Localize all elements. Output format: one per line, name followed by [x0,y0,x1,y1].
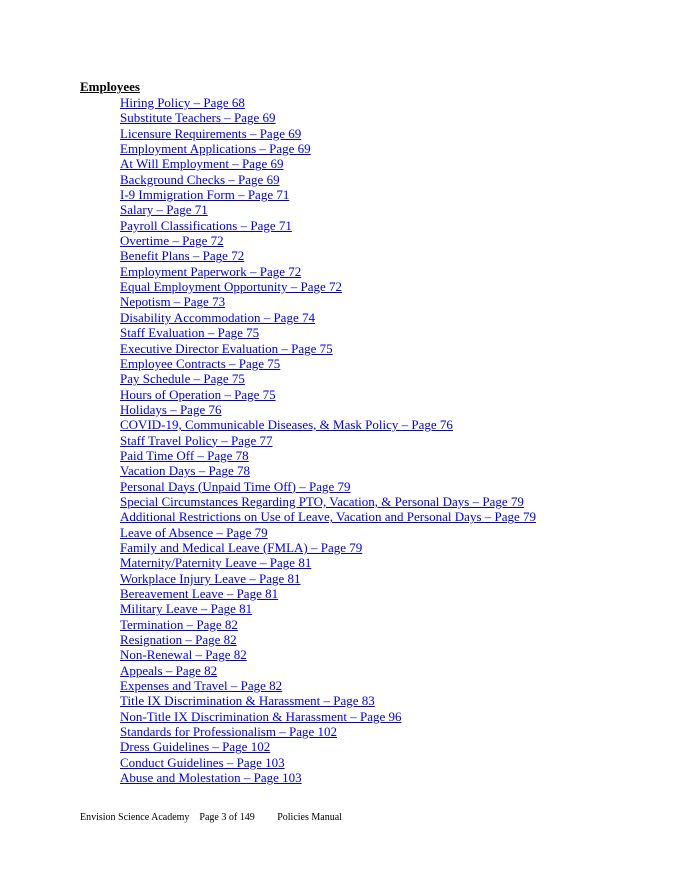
toc-item [120,678,536,693]
toc-item [120,709,536,724]
toc-link[interactable]: Title IX Discrimination & Harassment – Page 83 [120,693,375,709]
toc-link[interactable]: Conduct Guidelines – Page 103 [120,754,285,770]
page-footer [80,812,342,824]
toc-link[interactable]: Staff Evaluation – Page 75 [120,325,260,341]
toc-item [120,433,536,448]
toc-item [120,724,536,739]
toc-link[interactable]: Equal Employment Opportunity – Page 72 [120,279,343,295]
toc-link[interactable]: Benefit Plans – Page 72 [120,248,245,264]
toc-link[interactable]: Employment Applications – Page 69 [120,141,311,157]
footer-document-title: Policies Manual [277,812,342,823]
toc-item [120,555,536,570]
toc-item [120,356,536,371]
toc-link[interactable]: Bereavement Leave – Page 81 [120,586,279,601]
toc-item [120,494,536,509]
table-of-contents [120,95,536,785]
toc-item [120,310,536,325]
toc-item [120,417,536,432]
toc-link[interactable]: Termination – Page 82 [120,616,238,632]
toc-link[interactable]: Expenses and Travel – Page 82 [120,678,283,694]
toc-link[interactable]: Abuse and Molestation – Page 103 [120,770,302,786]
toc-link[interactable]: Family and Medical Leave (FMLA) – Page 79 [120,539,363,555]
toc-link[interactable]: Hiring Policy – Page 68 [120,95,245,110]
toc-item [120,755,536,770]
toc-link[interactable]: Overtime – Page 72 [120,233,224,249]
toc-item [120,110,536,125]
toc-link[interactable]: Vacation Days – Page 78 [120,463,250,479]
toc-item [120,95,536,110]
toc-item [120,693,536,708]
toc-item [120,156,536,171]
toc-link[interactable]: Employment Paperwork – Page 72 [120,263,302,279]
toc-item [120,448,536,463]
toc-link[interactable]: Substitute Teachers – Page 69 [120,110,276,126]
toc-link[interactable]: I-9 Immigration Form – Page 71 [120,187,290,203]
toc-link[interactable]: Personal Days (Unpaid Time Off) – Page 79 [120,478,351,494]
toc-item [120,509,536,524]
toc-link[interactable]: Dress Guidelines – Page 102 [120,739,271,755]
toc-item [120,172,536,187]
toc-link[interactable]: Additional Restrictions on Use of Leave, Vacation and Personal Days – Page 79 [120,509,537,525]
toc-link[interactable]: Licensure Requirements – Page 69 [120,125,302,141]
toc-item [120,233,536,248]
footer-page-number: Page 3 of 149 [199,812,255,823]
toc-link[interactable]: Staff Travel Policy – Page 77 [120,432,273,448]
toc-item [120,248,536,263]
toc-item [120,525,536,540]
toc-link[interactable]: Special Circumstances Regarding PTO, Vacation, & Personal Days – Page 79 [120,493,524,509]
toc-item [120,141,536,156]
toc-link[interactable]: Workplace Injury Leave – Page 81 [120,570,301,586]
toc-item [120,617,536,632]
toc-item [120,279,536,294]
toc-link[interactable]: Hours of Operation – Page 75 [120,386,276,402]
toc-link[interactable]: Holidays – Page 76 [120,401,222,417]
toc-link[interactable]: Maternity/Paternity Leave – Page 81 [120,555,312,571]
toc-item [120,479,536,494]
toc-link[interactable]: Standards for Professionalism – Page 102 [120,724,338,740]
toc-link[interactable]: Payroll Classifications – Page 71 [120,217,292,233]
toc-link[interactable]: Military Leave – Page 81 [120,601,253,617]
toc-item [120,264,536,279]
toc-link[interactable]: Disability Accommodation – Page 74 [120,309,315,325]
toc-link[interactable]: Appeals – Page 82 [120,662,218,678]
toc-link[interactable]: Salary – Page 71 [120,202,208,218]
toc-link[interactable]: Paid Time Off – Page 78 [120,447,249,463]
toc-link[interactable]: Non-Title IX Discrimination & Harassment – Page 96 [120,708,402,724]
toc-item [120,770,536,785]
toc-link[interactable]: Employee Contracts – Page 75 [120,355,281,371]
toc-item [120,586,536,601]
toc-item [120,371,536,386]
toc-link[interactable]: COVID-19, Communicable Diseases, & Mask Policy – Page 76 [120,417,453,433]
toc-item [120,463,536,478]
toc-item [120,663,536,678]
section-heading: Employees [80,79,140,94]
toc-item [120,218,536,233]
toc-item [120,325,536,340]
toc-link[interactable]: Non-Renewal – Page 82 [120,647,247,663]
toc-link[interactable]: Background Checks – Page 69 [120,171,280,187]
toc-item [120,571,536,586]
toc-item [120,187,536,202]
toc-item [120,126,536,141]
toc-item [120,341,536,356]
toc-link[interactable]: Nepotism – Page 73 [120,294,226,310]
toc-link[interactable]: At Will Employment – Page 69 [120,156,284,172]
toc-item [120,387,536,402]
toc-item [120,632,536,647]
footer-organization: Envision Science Academy [80,812,190,823]
toc-link[interactable]: Leave of Absence – Page 79 [120,524,268,540]
toc-item [120,647,536,662]
toc-link[interactable]: Pay Schedule – Page 75 [120,371,245,387]
toc-item [120,202,536,217]
toc-item [120,540,536,555]
toc-item [120,739,536,754]
toc-link[interactable]: Executive Director Evaluation – Page 75 [120,340,333,356]
toc-item [120,402,536,417]
toc-item [120,294,536,309]
toc-link[interactable]: Resignation – Page 82 [120,632,237,648]
toc-item [120,601,536,616]
